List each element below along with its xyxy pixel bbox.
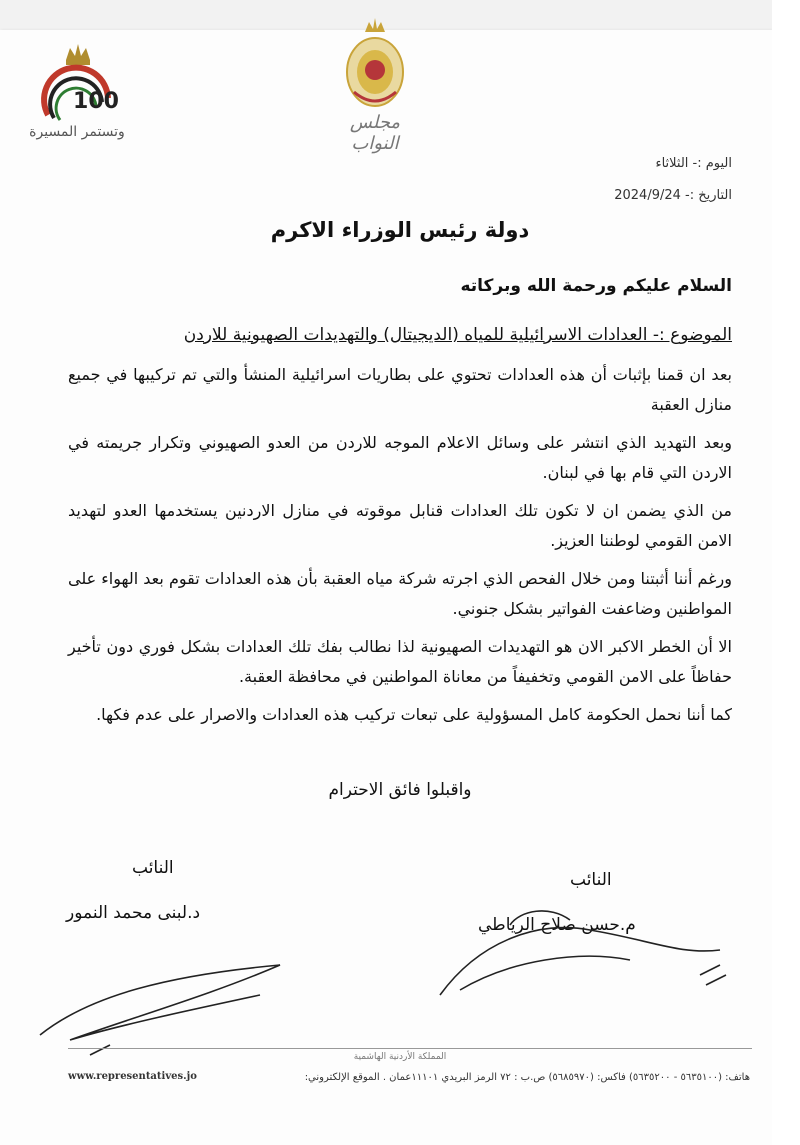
footer-divider (68, 1048, 752, 1049)
footer-website: www.representatives.jo (68, 1071, 197, 1082)
page-margin (772, 0, 800, 1145)
footer-contact: هاتف: (٥٦٣٥١٠٠ - ٥٦٣٥٢٠٠) فاكس: (٥٦٨٥٩٧٠) ص.ب : ٧٢ الرمز البريدي ١١١٠١عمان . الموقع الإلكتروني: (304, 1072, 750, 1083)
coat-of-arms-icon (340, 12, 410, 112)
handwritten-signature-right (420, 900, 740, 1010)
centennial-caption: وتستمر المسيرة (29, 124, 125, 140)
signatory-name-right: م.حسن صلاح الرياطي (478, 915, 636, 935)
body-paragraph: بعد ان قمنا بإثبات أن هذه العدادات تحتوي على بطاريات اسرائيلية المنشأ والتي تم تركيبها في جميع منازل العقبة (68, 365, 732, 414)
body-paragraph: وبعد التهديد الذي انتشر على وسائل الاعلام الموجه للاردن من العدو الصهيوني وتكرار جريمته في الاردن التي قام بها في لبنان. (68, 433, 732, 482)
body-paragraph: الا أن الخطر الاكبر الان هو التهديدات الصهيونية لذا نطالب بفك تلك العدادات بشكل فوري دون تأخير حفاظاً على الامن القومي وتخفيفاً من معاناة المواطنين في محافظة العقبة. (68, 637, 732, 686)
closing-line: واقبلوا فائق الاحترام (328, 780, 472, 800)
crown-icon (66, 44, 90, 65)
subject-line: الموضوع :- العدادات الاسرائيلية للمياه (الديجيتال) والتهديدات الصهيونية للاردن (183, 325, 732, 345)
signatory-title-left: النائب (132, 858, 174, 878)
body-paragraph: من الذي يضمن ان لا تكون تلك العدادات قنابل موقوته في منازل الاردنين يستخدمها العدو لتهديد الامن القومي لوطننا العزيز. (68, 501, 732, 550)
greeting: السلام عليكم ورحمة الله وبركاته (460, 276, 732, 296)
parliament-signature: مجلس النواب (349, 112, 401, 154)
signatory-name-left: د.لبنى محمد النمور (66, 903, 201, 923)
centennial-logo (28, 20, 128, 170)
letter-day: اليوم :- الثلاثاء (655, 156, 732, 171)
body-paragraph: ورغم أننا أثبتنا ومن خلال الفحص الذي اجرته شركة مياه العقبة بأن هذه العدادات تقوم بعد الهواء على المواطنين وضاعفت الفواتير بشكل جنوني. (68, 569, 732, 618)
footer-organization: المملكة الأردنية الهاشمية (353, 1052, 447, 1062)
signatory-title-right: النائب (570, 870, 612, 890)
letter-date: التاريخ :- 2024/9/24 (614, 188, 732, 203)
addressee-heading: دولة رئيس الوزراء الاكرم (270, 218, 530, 242)
body-paragraph: كما أننا نحمل الحكومة كامل المسؤولية على تبعات تركيب هذه العدادات والاصرار على عدم فكها. (96, 705, 732, 724)
centennial-number: 100 (73, 89, 119, 114)
letter-body (68, 360, 732, 738)
